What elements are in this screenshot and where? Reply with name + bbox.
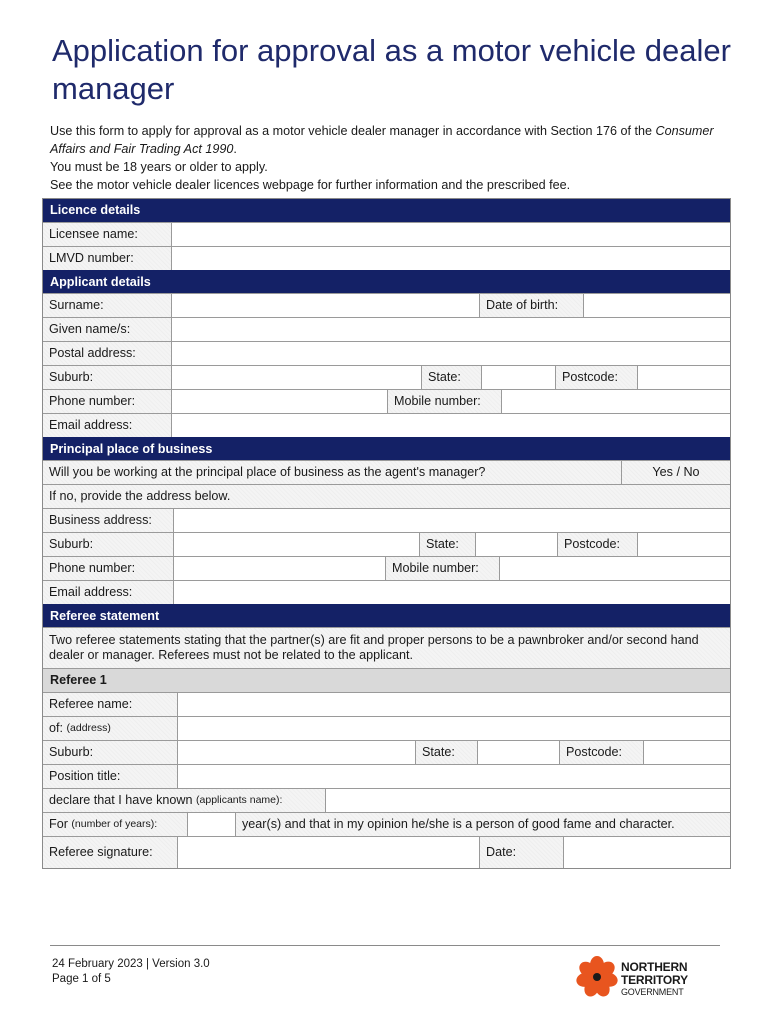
email-field[interactable] xyxy=(171,414,730,437)
flower-emblem-icon xyxy=(574,954,620,1000)
referee-name-field[interactable] xyxy=(177,693,730,716)
referee-suburb-label: Suburb: xyxy=(43,741,177,764)
business-postcode-field[interactable] xyxy=(637,533,730,556)
signature-row xyxy=(43,836,730,868)
given-names-field[interactable] xyxy=(171,318,730,341)
business-postcode-label: Postcode: xyxy=(557,533,637,556)
referee-suburb-row xyxy=(43,740,730,764)
dob-label: Date of birth: xyxy=(479,294,583,317)
years-field[interactable] xyxy=(187,813,235,836)
phone-label: Phone number: xyxy=(43,390,171,413)
referee-statement: Two referee statements stating that the partner(s) are fit and proper persons to be a pawnbroker and/or second hand dealer or manager. Referees must not be related to the applicant. xyxy=(43,628,730,668)
referee-address-field[interactable] xyxy=(177,717,730,740)
phone-field[interactable] xyxy=(171,390,387,413)
business-address-row xyxy=(43,508,730,532)
referee-statement-row xyxy=(43,627,730,668)
footer-divider xyxy=(50,945,720,946)
applicant-phone-row xyxy=(43,389,730,413)
nt-government-logo xyxy=(574,954,714,1002)
if-no-note: If no, provide the address below. xyxy=(43,485,730,508)
section-header-applicant: Applicant details xyxy=(43,270,730,293)
referee-address-row xyxy=(43,716,730,740)
postcode-field[interactable] xyxy=(637,366,730,389)
referee-postcode-field[interactable] xyxy=(643,741,730,764)
declare-label: declare that I have known (applicants name): xyxy=(43,789,325,812)
logo-wordmark: NORTHERN TERRITORY GOVERNMENT xyxy=(621,960,688,997)
business-email-field[interactable] xyxy=(173,581,730,604)
referee-position-label: Position title: xyxy=(43,765,177,788)
surname-field[interactable] xyxy=(171,294,479,317)
referee-name-row xyxy=(43,692,730,716)
business-state-field[interactable] xyxy=(475,533,557,556)
postal-address-field[interactable] xyxy=(171,342,730,365)
email-label: Email address: xyxy=(43,414,171,437)
referee-1-header: Referee 1 xyxy=(43,668,730,692)
footer-page-number: Page 1 of 5 xyxy=(52,973,111,985)
referee-position-field[interactable] xyxy=(177,765,730,788)
licensee-name-row xyxy=(43,222,730,246)
business-suburb-label: Suburb: xyxy=(43,533,173,556)
intro xyxy=(50,122,740,194)
suburb-field[interactable] xyxy=(171,366,421,389)
intro-line-1: Use this form to apply for approval as a motor vehicle dealer manager in accordance with Section 176 of the Consumer Affairs and Fair Trading Act 1990. xyxy=(50,124,714,156)
business-address-label: Business address: xyxy=(43,509,173,532)
mobile-field[interactable] xyxy=(501,390,730,413)
state-field[interactable] xyxy=(481,366,555,389)
suburb-label: Suburb: xyxy=(43,366,171,389)
business-email-row xyxy=(43,580,730,604)
lmvd-number-row xyxy=(43,246,730,270)
application-form xyxy=(42,198,731,869)
section-header-referee: Referee statement xyxy=(43,604,730,627)
postal-address-label: Postal address: xyxy=(43,342,171,365)
business-phone-row xyxy=(43,556,730,580)
referee-signature-field[interactable] xyxy=(177,837,479,868)
business-suburb-field[interactable] xyxy=(173,533,419,556)
business-mobile-label: Mobile number: xyxy=(385,557,499,580)
years-label: For (number of years): xyxy=(43,813,187,836)
years-row xyxy=(43,812,730,836)
postal-address-row xyxy=(43,341,730,365)
page-title: Application for approval as a motor vehicle dealer manager xyxy=(52,33,731,106)
date-field[interactable] xyxy=(563,837,730,868)
business-mobile-field[interactable] xyxy=(499,557,730,580)
surname-label: Surname: xyxy=(43,294,171,317)
intro-line-2: You must be 18 years or older to apply. xyxy=(50,160,268,174)
business-phone-field[interactable] xyxy=(173,557,385,580)
referee-state-field[interactable] xyxy=(477,741,559,764)
mobile-label: Mobile number: xyxy=(387,390,501,413)
intro-line-3: See the motor vehicle dealer licences webpage for further information and the prescribed fee. xyxy=(50,178,571,192)
business-state-label: State: xyxy=(419,533,475,556)
given-names-row xyxy=(43,317,730,341)
principal-question-row xyxy=(43,460,730,484)
referee-signature-label: Referee signature: xyxy=(43,837,177,868)
if-no-row xyxy=(43,484,730,508)
lmvd-number-field[interactable] xyxy=(171,247,730,270)
state-label: State: xyxy=(421,366,481,389)
date-label: Date: xyxy=(479,837,563,868)
referee-position-row xyxy=(43,764,730,788)
business-suburb-row xyxy=(43,532,730,556)
referee-address-label: of: (address) xyxy=(43,717,177,740)
lmvd-number-label: LMVD number: xyxy=(43,247,171,270)
declare-row xyxy=(43,788,730,812)
principal-question: Will you be working at the principal place of business as the agent's manager? xyxy=(43,461,621,484)
years-statement: year(s) and that in my opinion he/she is a person of good fame and character. xyxy=(235,813,730,836)
referee-postcode-label: Postcode: xyxy=(559,741,643,764)
postcode-label: Postcode: xyxy=(555,366,637,389)
referee-suburb-field[interactable] xyxy=(177,741,415,764)
applicant-suburb-row xyxy=(43,365,730,389)
section-header-licence: Licence details xyxy=(43,199,730,222)
given-names-label: Given name/s: xyxy=(43,318,171,341)
yes-no-option[interactable]: Yes / No xyxy=(621,461,730,484)
footer xyxy=(52,957,210,987)
licensee-name-label: Licensee name: xyxy=(43,223,171,246)
business-address-field[interactable] xyxy=(173,509,730,532)
applicant-email-row xyxy=(43,413,730,437)
footer-version: 24 February 2023 | Version 3.0 xyxy=(52,958,210,970)
applicant-name-field[interactable] xyxy=(325,789,730,812)
dob-field[interactable] xyxy=(583,294,730,317)
referee-state-label: State: xyxy=(415,741,477,764)
business-email-label: Email address: xyxy=(43,581,173,604)
referee-name-label: Referee name: xyxy=(43,693,177,716)
surname-row xyxy=(43,293,730,317)
licensee-name-field[interactable] xyxy=(171,223,730,246)
section-header-principal: Principal place of business xyxy=(43,437,730,460)
business-phone-label: Phone number: xyxy=(43,557,173,580)
